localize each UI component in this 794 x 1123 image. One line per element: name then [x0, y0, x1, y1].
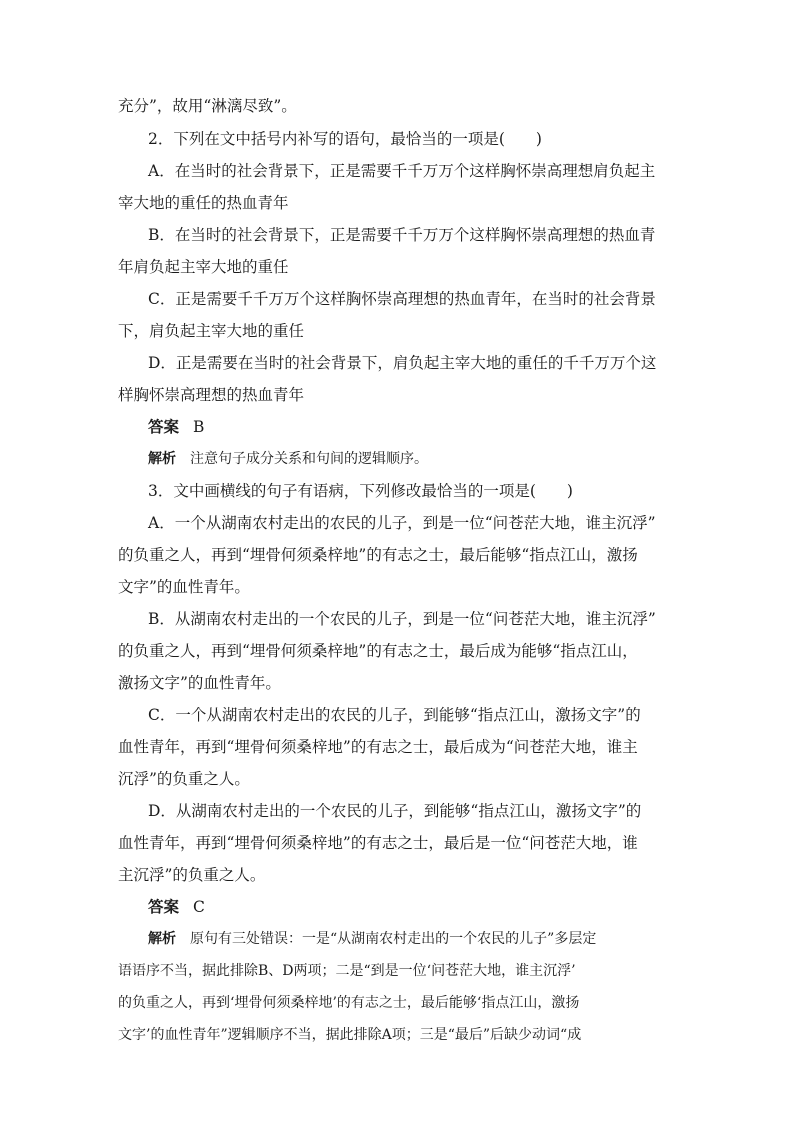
analysis-text: 注意句子成分关系和句间的逻辑顺序。 [190, 451, 428, 467]
text-line: 血性青年，再到“埋骨何须桑梓地”的有志之士，最后成为“问苍茫大地，谁主 [118, 738, 638, 756]
question-2-stem: 2．下列在文中括号内补写的语句，最恰当的一项是( ) [148, 130, 542, 148]
option-a: A．在当时的社会背景下，正是需要千千万万个这样胸怀崇高理想肩负起主 [148, 162, 656, 180]
analysis-line: 文字’的血性青年”逻辑顺序不当，据此排除A项；三是“最后”后缺少动词“成 [118, 1027, 582, 1043]
text-line: 的负重之人，再到“埋骨何须桑梓地”的有志之士，最后能够“指点江山，激扬 [118, 546, 638, 564]
analysis-label: 解析 [148, 931, 176, 947]
option-d: D．正是需要在当时的社会背景下，肩负起主宰大地的重任的千千万万个这 [148, 354, 657, 372]
text-line: 主沉浮”的负重之人。 [118, 866, 266, 884]
answer-line [148, 417, 678, 437]
option-a: A．一个从湖南农村走出的农民的儿子，到是一位“问苍茫大地，谁主沉浮” [148, 514, 656, 532]
analysis-label: 解析 [148, 451, 176, 467]
answer-value: C [193, 898, 205, 916]
analysis-text: 原句有三处错误：一是“从湖南农村走出的一个农民的儿子”多层定 [190, 931, 597, 947]
text-line: 血性青年，再到“埋骨何须桑梓地”的有志之士，最后是一位“问苍茫大地，谁 [118, 834, 638, 852]
option-d: D．从湖南农村走出的一个农民的儿子，到能够“指点江山，激扬文字”的 [148, 802, 642, 820]
text-line: 宰大地的重任的热血青年 [118, 194, 289, 212]
text-line: 充分”，故用“淋漓尽致”。 [118, 97, 297, 115]
analysis-line [148, 929, 678, 949]
analysis-line: 的负重之人，再到‘埋骨何须桑梓地’的有志之士，最后能够‘指点江山，激扬 [118, 995, 580, 1011]
option-b: B．从湖南农村走出的一个农民的儿子，到是一位“问苍茫大地，谁主沉浮” [148, 610, 656, 628]
option-c: C．一个从湖南农村走出的农民的儿子，到能够“指点江山，激扬文字”的 [148, 706, 641, 724]
option-b: B．在当时的社会背景下，正是需要千千万万个这样胸怀崇高理想的热血青 [148, 226, 656, 244]
answer-label: 答案 [148, 417, 180, 436]
text-line: 激扬文字”的血性青年。 [118, 674, 281, 692]
option-c: C．正是需要千千万万个这样胸怀崇高理想的热血青年，在当时的社会背景 [148, 290, 656, 308]
text-line: 文字”的血性青年。 [118, 578, 250, 596]
question-3-stem: 3．文中画横线的句子有语病，下列修改最恰当的一项是( ) [148, 482, 573, 500]
text-line: 下，肩负起主宰大地的重任 [118, 322, 305, 340]
answer-value: B [193, 418, 205, 436]
answer-line [148, 897, 678, 917]
text-line: 沉浮”的负重之人。 [118, 770, 250, 788]
analysis-line [148, 449, 678, 469]
text-line: 样胸怀崇高理想的热血青年 [118, 386, 305, 404]
analysis-line: 语语序不当，据此排除B、D两项；二是“到是一位‘问苍茫大地，谁主沉浮’ [118, 963, 576, 979]
text-line: 年肩负起主宰大地的重任 [118, 258, 289, 276]
answer-label: 答案 [148, 897, 180, 916]
text-line: 的负重之人，再到“埋骨何须桑梓地”的有志之士，最后成为能够“指点江山， [118, 642, 638, 660]
